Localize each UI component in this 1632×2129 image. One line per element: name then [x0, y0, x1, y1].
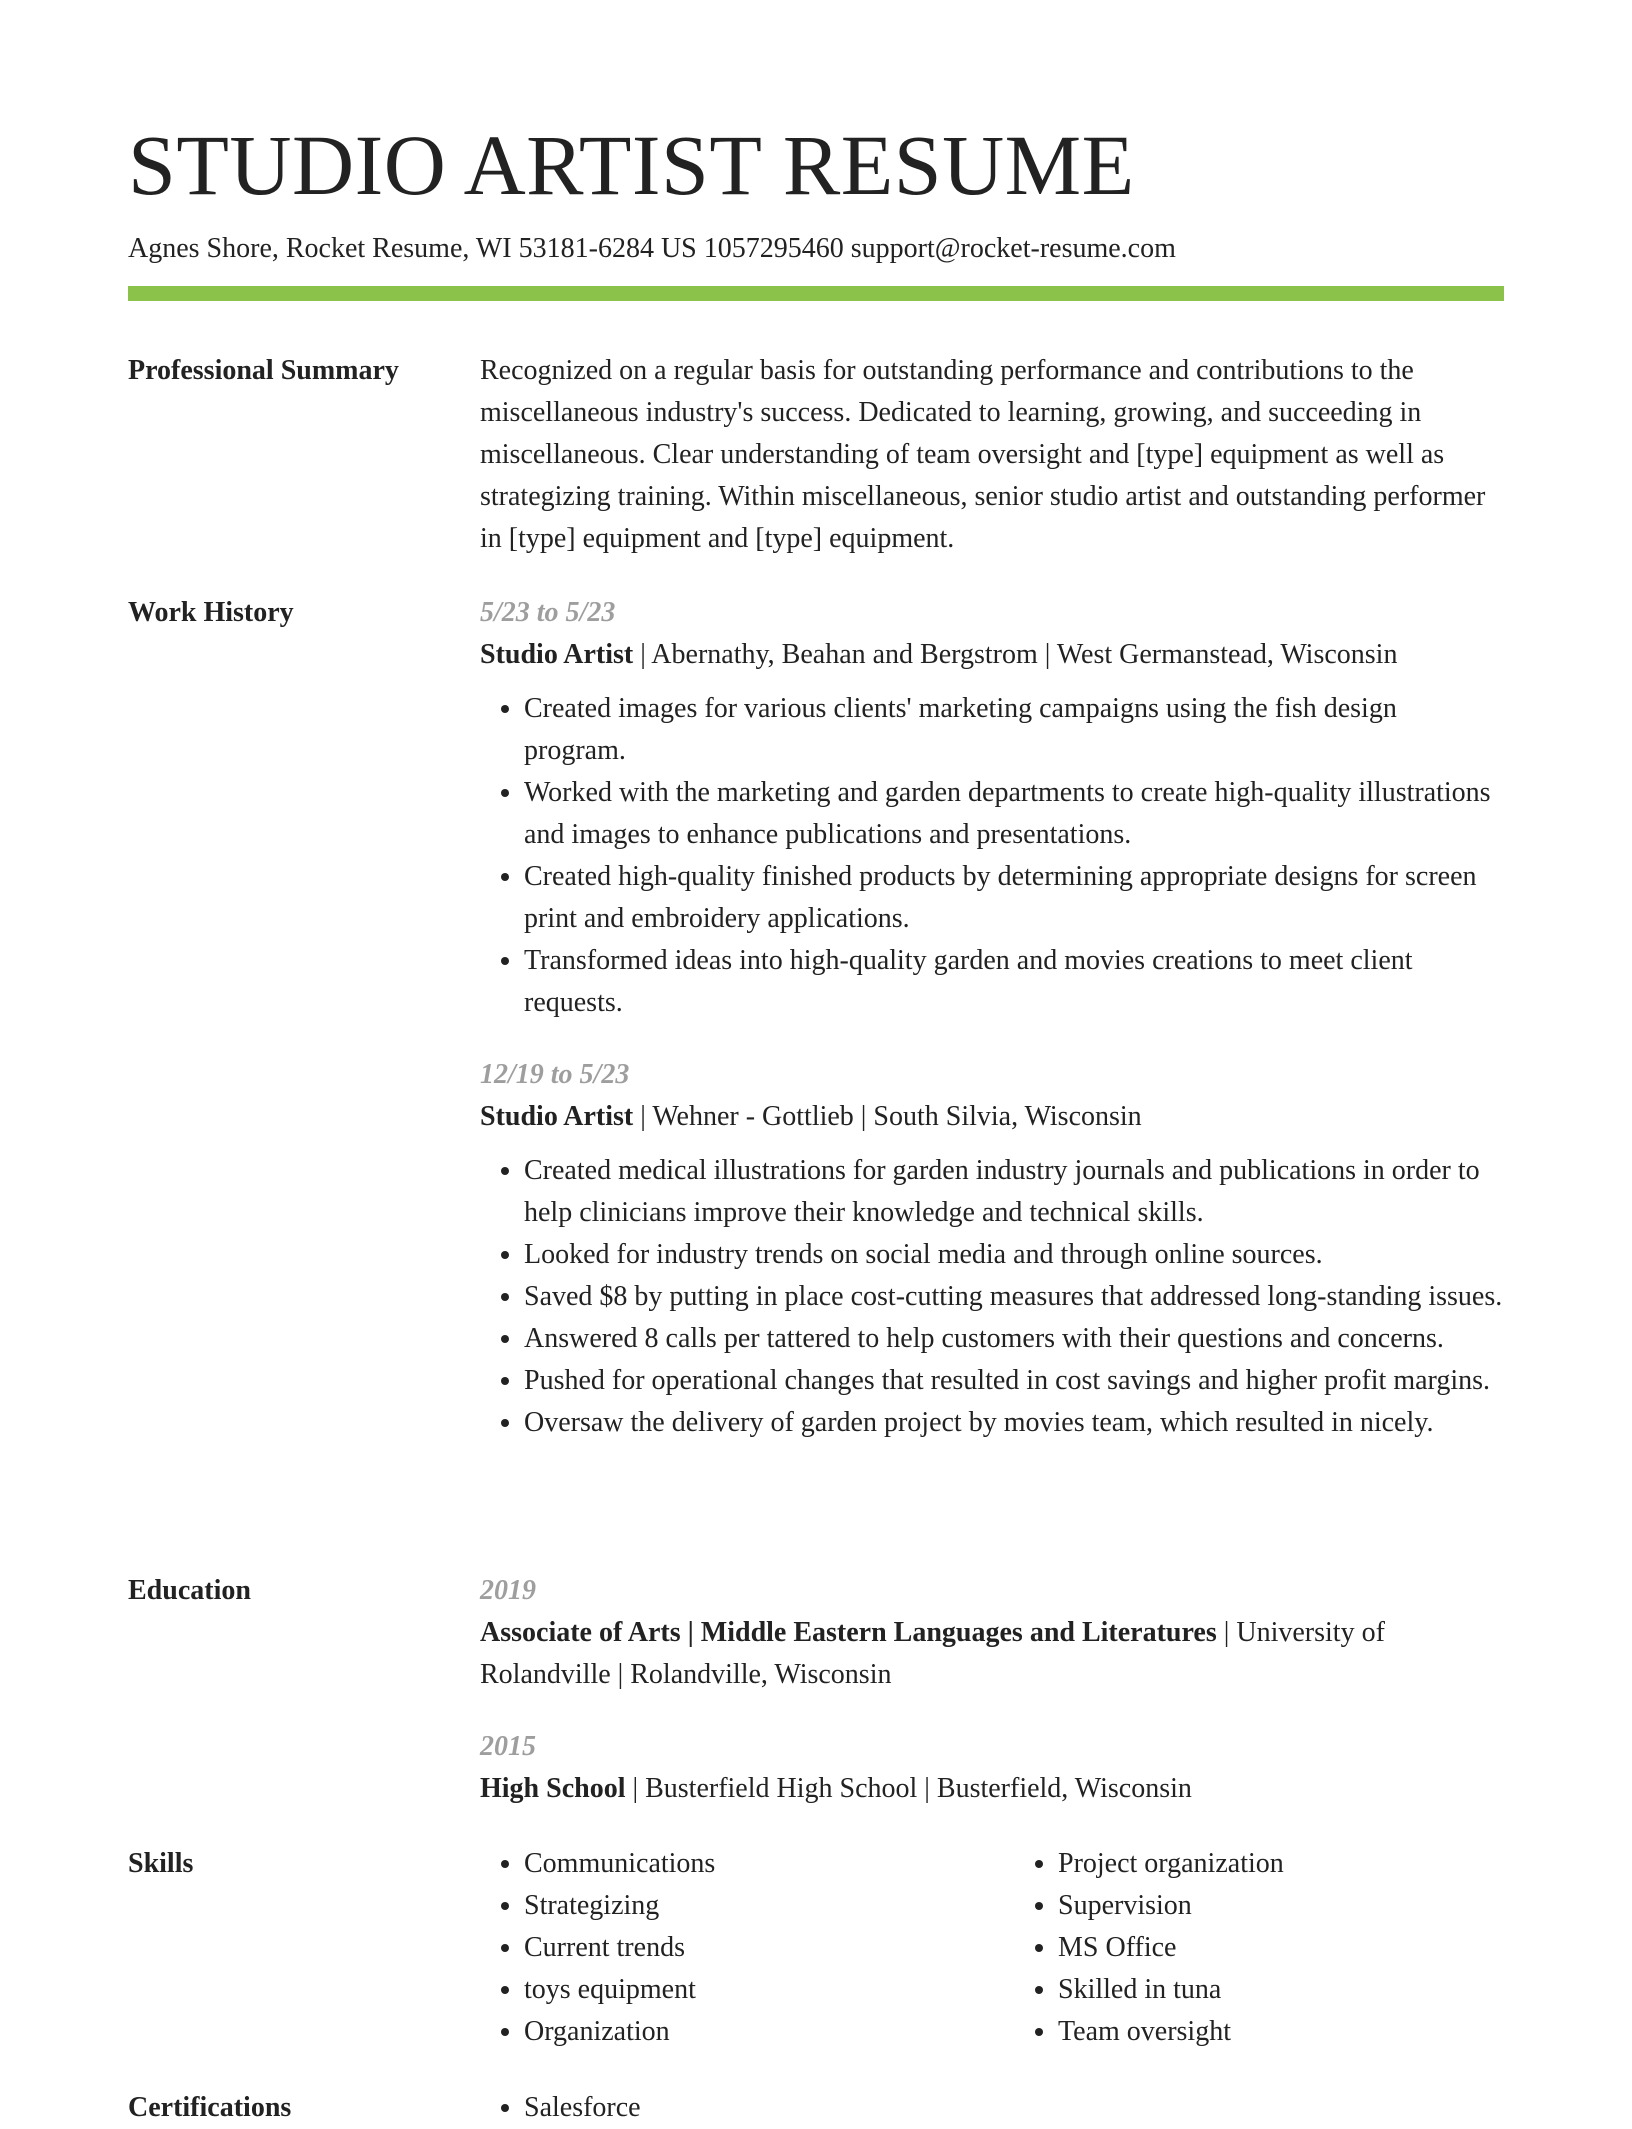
job-dates: 5/23 to 5/23 — [480, 597, 616, 628]
list-item: • Transformed ideas into high-quality garden and movies creations to meet client requests. — [524, 940, 1504, 1024]
work-history-body — [480, 592, 1504, 1444]
list-item: • Created medical illustrations for garden industry journals and publications in order to help clinicians improve their knowledge and technical skills. — [524, 1150, 1504, 1234]
skills-list-right — [1014, 1843, 1504, 2053]
list-item: • Team oversight — [1058, 2011, 1504, 2053]
list-item: • Answered 8 calls per tattered to help customers with their questions and concerns. — [524, 1318, 1504, 1360]
job-details: | Abernathy, Beahan and Bergstrom | West Germanstead, Wisconsin — [633, 639, 1398, 670]
certifications-list — [480, 2087, 1504, 2129]
education-entry — [480, 1726, 1504, 1810]
job-details: | Wehner - Gottlieb | South Silvia, Wisconsin — [633, 1101, 1142, 1132]
list-item: • toys equipment — [524, 1969, 970, 2011]
contact-line: Agnes Shore, Rocket Resume, WI 53181-6284 US 1057295460 support@rocket-resume.com — [128, 233, 1176, 264]
skills-grid — [480, 1843, 1504, 2053]
job-dates: 12/19 to 5/23 — [480, 1059, 630, 1090]
list-item: • Salesforce — [524, 2087, 1504, 2129]
certifications-heading: Certifications — [128, 2092, 292, 2123]
job-duties — [480, 1150, 1504, 1444]
work-history-heading: Work History — [128, 597, 294, 628]
skills-list-left — [480, 1843, 970, 2053]
skills-body — [480, 1843, 1504, 2053]
job-heading — [480, 1096, 1504, 1138]
header-divider — [128, 286, 1504, 301]
list-item: • Worked with the marketing and garden departments to create high-quality illustrations and images to enhance publications and presentations. — [524, 772, 1504, 856]
list-item: • Project organization — [1058, 1843, 1504, 1885]
certifications-body — [480, 2087, 1504, 2129]
list-item: • Current trends — [524, 1927, 970, 1969]
skills-heading: Skills — [128, 1848, 194, 1879]
education-year: 2015 — [480, 1731, 536, 1762]
education-degree: Associate of Arts | Middle Eastern Languages and Literatures — [480, 1617, 1217, 1648]
summary-heading: Professional Summary — [128, 355, 399, 386]
summary-body — [480, 350, 1504, 560]
job-entry — [480, 1054, 1504, 1444]
summary-text: Recognized on a regular basis for outstanding performance and contributions to the miscellaneous industry's success. Dedicated to learning, growing, and succeeding in miscellaneous. Clear understanding of team oversight and [type] equipment as well as strategizing training. Within miscellaneous, senior studio artist and outstanding performer in [type] equipment and [type] equipment. — [480, 355, 1486, 554]
list-item: • Saved $8 by putting in place cost-cutting measures that addressed long-standing issues. — [524, 1276, 1504, 1318]
job-heading — [480, 634, 1504, 676]
resume-title: STUDIO ARTIST RESUME — [128, 117, 1135, 213]
list-item: • Communications — [524, 1843, 970, 1885]
education-year: 2019 — [480, 1575, 536, 1606]
entry-spacer — [480, 1696, 1504, 1726]
job-duties — [480, 688, 1504, 1024]
list-item: • Skilled in tuna — [1058, 1969, 1504, 2011]
job-entry — [480, 592, 1504, 1024]
education-details: | University of Rolandville | Rolandville, Wisconsin — [480, 1617, 1385, 1690]
education-degree: High School — [480, 1773, 626, 1804]
education-heading-line — [480, 1612, 1504, 1696]
entry-spacer — [480, 1024, 1504, 1054]
list-item: • Organization — [524, 2011, 970, 2053]
education-heading-line — [480, 1768, 1504, 1810]
job-title: Studio Artist — [480, 1101, 634, 1132]
education-body — [480, 1570, 1504, 1810]
list-item: • Looked for industry trends on social media and through online sources. — [524, 1234, 1504, 1276]
job-title: Studio Artist — [480, 639, 634, 670]
list-item: • Created images for various clients' marketing campaigns using the fish design program. — [524, 688, 1504, 772]
list-item: • Pushed for operational changes that resulted in cost savings and higher profit margins. — [524, 1360, 1504, 1402]
list-item: • Supervision — [1058, 1885, 1504, 1927]
list-item: • Oversaw the delivery of garden project by movies team, which resulted in nicely. — [524, 1402, 1504, 1444]
education-entry — [480, 1570, 1504, 1696]
list-item: • MS Office — [1058, 1927, 1504, 1969]
list-item: • Created high-quality finished products by determining appropriate designs for screen print and embroidery applications. — [524, 856, 1504, 940]
education-details: | Busterfield High School | Busterfield, Wisconsin — [625, 1773, 1192, 1804]
list-item: • Strategizing — [524, 1885, 970, 1927]
education-heading: Education — [128, 1575, 251, 1606]
